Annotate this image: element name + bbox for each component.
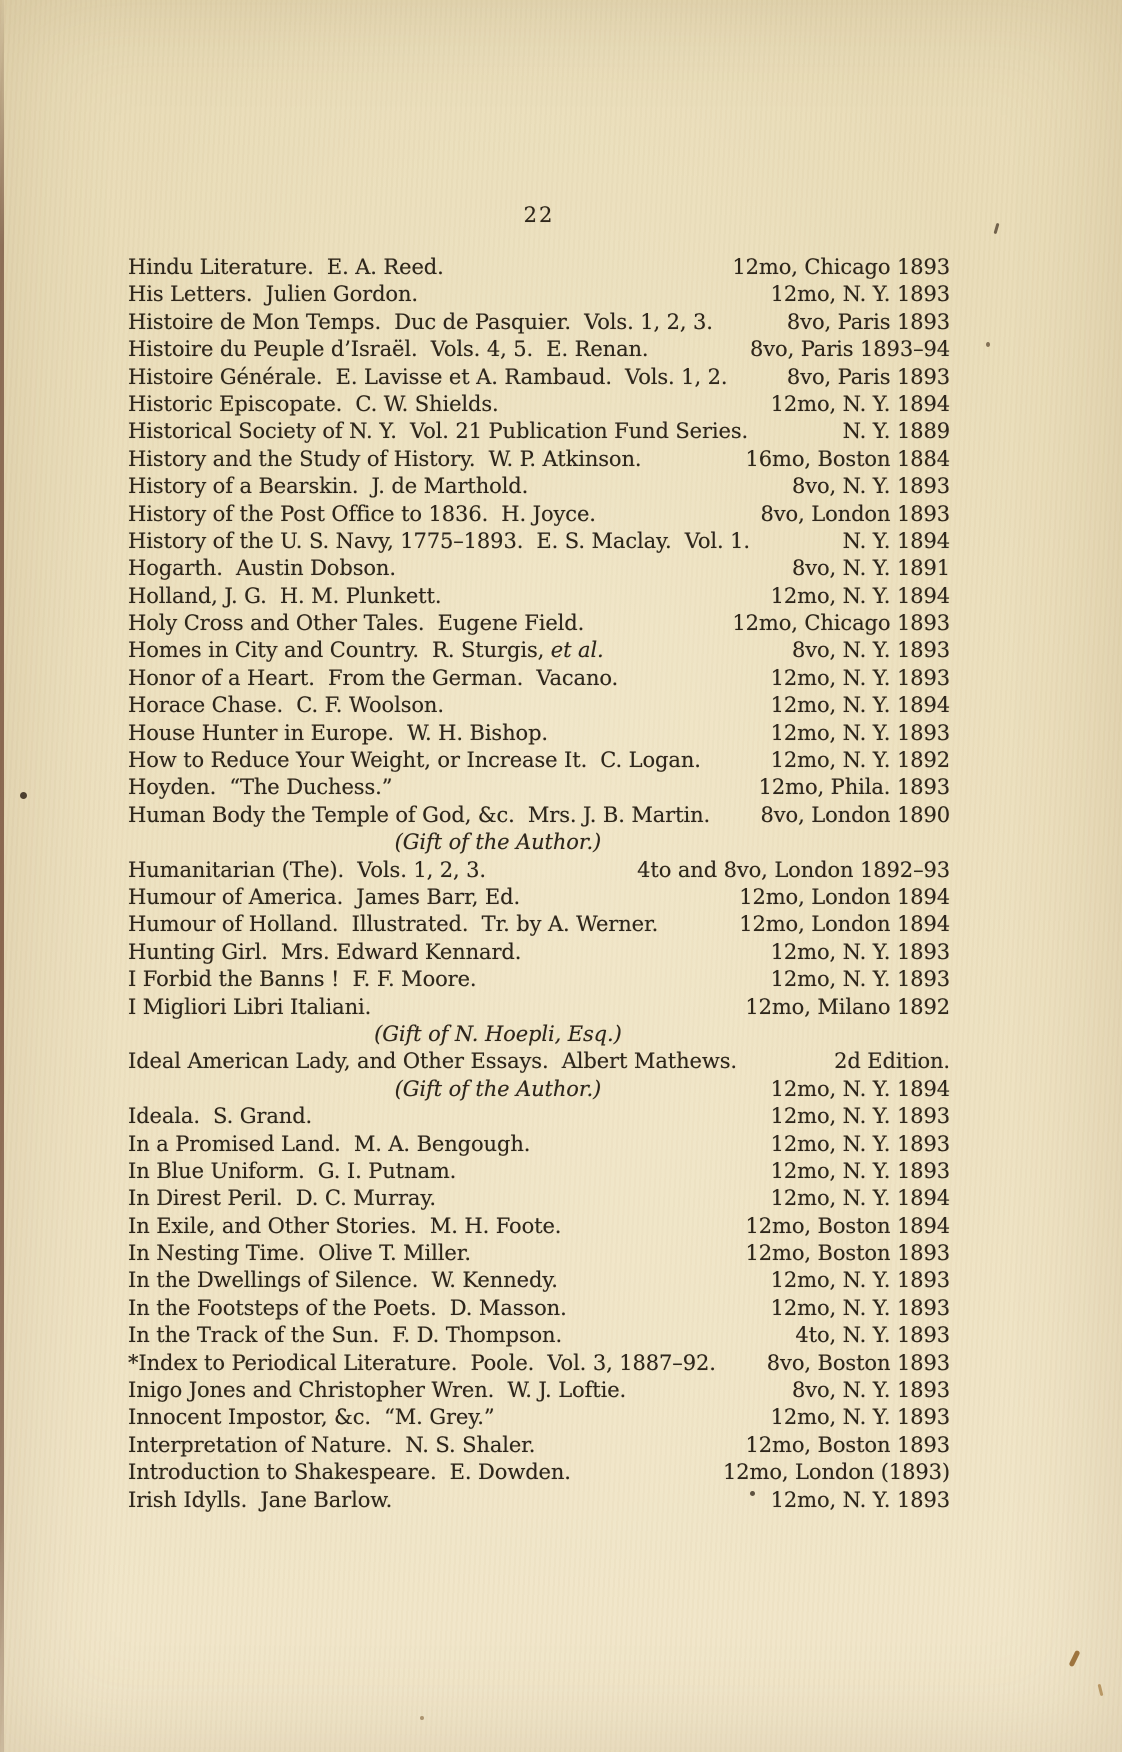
entry-title-author: Interpretation of Nature. N. S. Shaler. bbox=[128, 1432, 536, 1457]
entry-title-author: How to Reduce Your Weight, or Increase It. C. Logan. bbox=[128, 748, 701, 773]
catalog-row bbox=[128, 1048, 950, 1075]
catalog-row bbox=[128, 1267, 950, 1294]
entry-title-author: *Index to Periodical Literature. Poole. Vol. 3, 1887–92. bbox=[128, 1350, 716, 1375]
book-binding-edge bbox=[0, 0, 4, 1752]
catalog-row bbox=[128, 1103, 950, 1130]
entry-et-al: et al. bbox=[550, 638, 604, 663]
entry-title-author: Horace Chase. C. F. Woolson. bbox=[128, 693, 444, 718]
entry-imprint: 12mo, London 1894 bbox=[739, 912, 950, 937]
entry-title-author: Human Body the Temple of God, &c. Mrs. J. B. Martin. bbox=[128, 802, 711, 827]
catalog-row bbox=[128, 1240, 950, 1267]
catalog-row bbox=[128, 528, 950, 555]
entry-title-author: Holland, J. G. H. M. Plunkett. bbox=[128, 583, 442, 608]
catalog-row bbox=[128, 1185, 950, 1212]
entry-imprint: 8vo, Boston 1893 bbox=[766, 1350, 950, 1375]
entry-title-author: Hogarth. Austin Dobson. bbox=[128, 556, 396, 581]
catalog-row bbox=[128, 309, 950, 336]
entry-imprint: N. Y. 1889 bbox=[842, 419, 950, 444]
entry-imprint: 12mo, N. Y. 1893 bbox=[770, 1131, 950, 1156]
gift-note: (Gift of the Author.) bbox=[394, 830, 602, 855]
entry-imprint: 12mo, N. Y. 1893 bbox=[770, 1487, 950, 1512]
catalog-row bbox=[128, 610, 950, 637]
catalog-row bbox=[128, 555, 950, 582]
entry-imprint: 16mo, Boston 1884 bbox=[745, 446, 950, 471]
entry-title-author: Histoire du Peuple d’Israël. Vols. 4, 5. E. Renan. bbox=[128, 337, 649, 362]
entry-imprint: 8vo, N. Y. 1891 bbox=[791, 556, 950, 581]
entry-imprint: 12mo, N. Y. 1894 bbox=[770, 693, 950, 718]
entry-title-author: Innocent Impostor, &c. “M. Grey.” bbox=[128, 1405, 495, 1430]
entry-title-author: History of the Post Office to 1836. H. Joyce. bbox=[128, 501, 596, 526]
catalog-row bbox=[128, 966, 950, 993]
catalog-row bbox=[128, 802, 950, 829]
catalog-row bbox=[128, 391, 950, 418]
entry-title-author: I Forbid the Banns ! F. F. Moore. bbox=[128, 967, 477, 992]
gift-note-row bbox=[128, 1021, 950, 1048]
entry-imprint: 12mo, N. Y. 1894 bbox=[770, 583, 950, 608]
entry-title-author: In Blue Uniform. G. I. Putnam. bbox=[128, 1158, 457, 1183]
entry-imprint: 8vo, Paris 1893–94 bbox=[750, 337, 950, 362]
entry-imprint: 12mo, N. Y. 1893 bbox=[770, 665, 950, 690]
entry-imprint: 8vo, N. Y. 1893 bbox=[791, 638, 950, 663]
entry-title-author: Histoire de Mon Temps. Duc de Pasquier. Vols. 1, 2, 3. bbox=[128, 309, 713, 334]
catalog-row bbox=[128, 1487, 950, 1514]
entry-imprint: 8vo, N. Y. 1893 bbox=[791, 474, 950, 499]
catalog-row bbox=[128, 692, 950, 719]
entry-imprint: 12mo, N. Y. 1893 bbox=[770, 1295, 950, 1320]
entry-title-author: Hoyden. “The Duchess.” bbox=[128, 775, 393, 800]
catalog-row bbox=[128, 1377, 950, 1404]
paper-speck bbox=[750, 1491, 755, 1496]
entry-title-author: Inigo Jones and Christopher Wren. W. J. Loftie. bbox=[128, 1378, 627, 1403]
entry-title-author: Homes in City and Country. R. Sturgis, et al. bbox=[128, 638, 604, 663]
entry-imprint: 12mo, N. Y. 1893 bbox=[770, 1268, 950, 1293]
entry-imprint: 12mo, Chicago 1893 bbox=[732, 611, 950, 636]
entry-imprint: 8vo, London 1890 bbox=[760, 802, 950, 827]
entry-title-author: In Direst Peril. D. C. Murray. bbox=[128, 1186, 436, 1211]
entry-imprint: 12mo, Chicago 1893 bbox=[732, 255, 950, 279]
entry-imprint: 8vo, Paris 1893 bbox=[786, 309, 950, 334]
entry-title-author: Historic Episcopate. C. W. Shields. bbox=[128, 391, 499, 416]
entry-imprint: 12mo, London 1894 bbox=[739, 884, 950, 909]
entry-title-author: Historical Society of N. Y. Vol. 21 Publication Fund Series. bbox=[128, 419, 749, 444]
entry-imprint: 12mo, N. Y. 1893 bbox=[770, 1104, 950, 1129]
catalog-row bbox=[128, 1322, 950, 1349]
entry-title-author: House Hunter in Europe. W. H. Bishop. bbox=[128, 720, 548, 745]
entry-title-author: History of a Bearskin. J. de Marthold. bbox=[128, 474, 529, 499]
entry-imprint: 12mo, Boston 1894 bbox=[745, 1213, 950, 1238]
catalog-row bbox=[128, 911, 950, 938]
entry-title-author: In the Track of the Sun. F. D. Thompson. bbox=[128, 1323, 563, 1348]
catalog-row bbox=[128, 665, 950, 692]
catalog-row bbox=[128, 994, 950, 1021]
entry-imprint: 12mo, N. Y. 1893 bbox=[770, 282, 950, 307]
catalog-row bbox=[128, 939, 950, 966]
entry-title-author: Hindu Literature. E. A. Reed. bbox=[128, 255, 444, 279]
entry-imprint: 12mo, N. Y. 1893 bbox=[770, 1158, 950, 1183]
paper-speck bbox=[20, 792, 27, 799]
entry-imprint: 12mo, N. Y. 1893 bbox=[770, 939, 950, 964]
entry-imprint: 12mo, N. Y. 1894 bbox=[770, 391, 950, 416]
entry-title-author: Holy Cross and Other Tales. Eugene Field. bbox=[128, 611, 585, 636]
catalog-row bbox=[128, 637, 950, 664]
catalog-row bbox=[128, 501, 950, 528]
entry-imprint: 12mo, N. Y. 1894 bbox=[770, 1076, 950, 1101]
paper-stain bbox=[1069, 1650, 1081, 1667]
catalog-row bbox=[128, 446, 950, 473]
catalog-row bbox=[128, 774, 950, 801]
entry-imprint: 8vo, London 1893 bbox=[760, 501, 950, 526]
entry-title-author: In the Dwellings of Silence. W. Kennedy. bbox=[128, 1268, 558, 1293]
entry-imprint: 12mo, London (1893) bbox=[723, 1460, 950, 1485]
entry-title-author: Honor of a Heart. From the German. Vacano. bbox=[128, 665, 619, 690]
catalog-row bbox=[128, 857, 950, 884]
entry-title-author: Ideal American Lady, and Other Essays. Albert Mathews. bbox=[128, 1049, 737, 1074]
catalog-row bbox=[128, 254, 950, 281]
catalog-row bbox=[128, 336, 950, 363]
catalog-row bbox=[128, 1295, 950, 1322]
gift-note: (Gift of the Author.) bbox=[394, 1076, 602, 1101]
entry-imprint: 12mo, N. Y. 1893 bbox=[770, 720, 950, 745]
entry-title-author: Humour of Holland. Illustrated. Tr. by A. Werner. bbox=[128, 912, 659, 937]
entry-imprint: 12mo, Boston 1893 bbox=[745, 1432, 950, 1457]
entry-title-author: Humanitarian (The). Vols. 1, 2, 3. bbox=[128, 857, 487, 882]
entry-imprint: 12mo, Boston 1893 bbox=[745, 1241, 950, 1266]
catalog-row bbox=[128, 1432, 950, 1459]
entry-imprint: N. Y. 1894 bbox=[842, 528, 950, 553]
entry-imprint: 4to, N. Y. 1893 bbox=[795, 1323, 950, 1348]
paper-mark bbox=[994, 223, 1000, 234]
catalog-row bbox=[128, 1404, 950, 1431]
catalog-row bbox=[128, 1213, 950, 1240]
page-number: 22 bbox=[523, 203, 555, 227]
entry-imprint: 12mo, Milano 1892 bbox=[745, 994, 950, 1019]
paper-speck bbox=[986, 342, 990, 347]
entry-imprint: 12mo, N. Y. 1894 bbox=[770, 1186, 950, 1211]
entry-title-author: History of the U. S. Navy, 1775–1893. E. S. Maclay. Vol. 1. bbox=[128, 528, 751, 553]
catalog-row bbox=[128, 747, 950, 774]
entry-title-author: I Migliori Libri Italiani. bbox=[128, 994, 372, 1019]
entry-imprint: 12mo, N. Y. 1893 bbox=[770, 1405, 950, 1430]
entry-title-author: Humour of America. James Barr, Ed. bbox=[128, 884, 521, 909]
catalog-row bbox=[128, 1158, 950, 1185]
entry-title-author: Irish Idylls. Jane Barlow. bbox=[128, 1487, 393, 1512]
entry-title-author: Ideala. S. Grand. bbox=[128, 1104, 313, 1129]
catalog-row bbox=[128, 1350, 950, 1377]
entry-imprint: 12mo, N. Y. 1893 bbox=[770, 967, 950, 992]
entry-imprint: 8vo, N. Y. 1893 bbox=[791, 1378, 950, 1403]
entry-title-author: History and the Study of History. W. P. Atkinson. bbox=[128, 446, 642, 471]
catalog-row bbox=[128, 1131, 950, 1158]
paper-stain bbox=[1098, 1684, 1104, 1696]
catalog-rows bbox=[128, 254, 950, 1514]
entry-imprint: 12mo, N. Y. 1892 bbox=[770, 748, 950, 773]
entry-imprint: 8vo, Paris 1893 bbox=[786, 364, 950, 389]
gift-note: (Gift of N. Hoepli, Esq.) bbox=[374, 1021, 622, 1046]
entry-imprint: 2d Edition. bbox=[834, 1049, 950, 1074]
entry-title-author: In Nesting Time. Olive T. Miller. bbox=[128, 1241, 471, 1266]
catalog-row bbox=[128, 473, 950, 500]
catalog-row bbox=[128, 720, 950, 747]
entry-title-author: His Letters. Julien Gordon. bbox=[128, 282, 418, 307]
catalog-row bbox=[128, 418, 950, 445]
entry-title-author: Hunting Girl. Mrs. Edward Kennard. bbox=[128, 939, 522, 964]
catalog-row bbox=[128, 884, 950, 911]
catalog-row bbox=[128, 281, 950, 308]
entry-title-author: Introduction to Shakespeare. E. Dowden. bbox=[128, 1460, 571, 1485]
entry-title-author: In a Promised Land. M. A. Bengough. bbox=[128, 1131, 531, 1156]
paper-speck bbox=[420, 1716, 424, 1720]
entry-imprint: 12mo, Phila. 1893 bbox=[758, 775, 950, 800]
entry-title-author: In Exile, and Other Stories. M. H. Foote. bbox=[128, 1213, 562, 1238]
entry-title-author: Histoire Générale. E. Lavisse et A. Rambaud. Vols. 1, 2. bbox=[128, 364, 728, 389]
catalog-row bbox=[128, 364, 950, 391]
catalog-row bbox=[128, 1459, 950, 1486]
entry-title-author: In the Footsteps of the Poets. D. Masson. bbox=[128, 1295, 567, 1320]
catalog-row bbox=[128, 583, 950, 610]
entry-imprint: 4to and 8vo, London 1892–93 bbox=[637, 857, 950, 882]
gift-note-row bbox=[128, 829, 950, 856]
gift-note-row bbox=[128, 1076, 950, 1103]
